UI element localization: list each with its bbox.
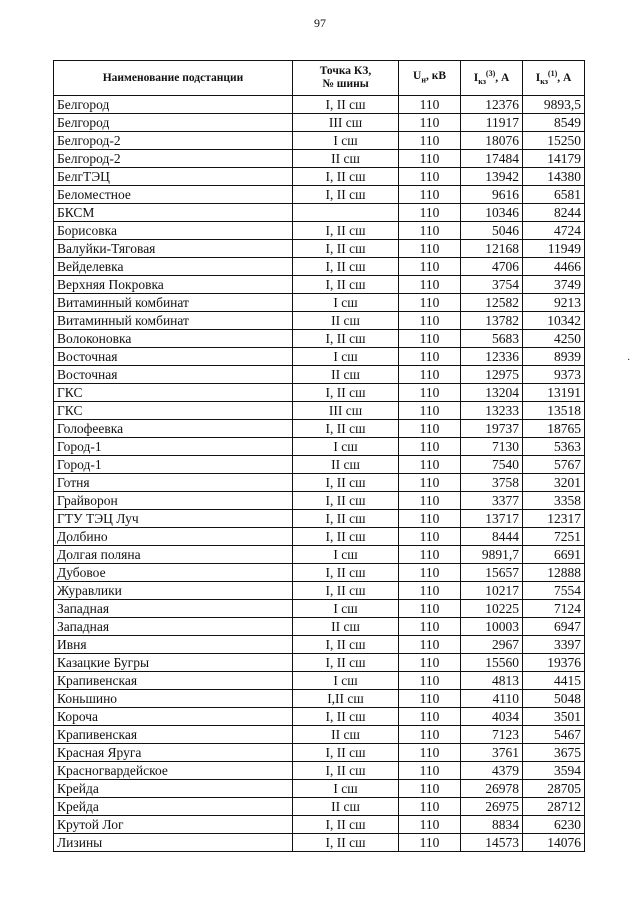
table-row (54, 384, 585, 402)
cell-ik3: 5046 (461, 222, 523, 240)
cell-ik3: 13942 (461, 168, 523, 186)
cell-voltage: 110 (399, 726, 461, 744)
table-row (54, 834, 585, 852)
cell-voltage: 110 (399, 762, 461, 780)
cell-bus: I, II сш (293, 510, 399, 528)
cell-substation-name: Восточная (54, 348, 293, 366)
cell-ik1: 14076 (523, 834, 585, 852)
table-row (54, 510, 585, 528)
cell-voltage: 110 (399, 834, 461, 852)
cell-voltage: 110 (399, 816, 461, 834)
cell-voltage: 110 (399, 528, 461, 546)
cell-bus: I сш (293, 672, 399, 690)
cell-ik1: 12317 (523, 510, 585, 528)
cell-substation-name: Белгород (54, 96, 293, 114)
cell-ik3: 8444 (461, 528, 523, 546)
cell-voltage: 110 (399, 96, 461, 114)
cell-voltage: 110 (399, 312, 461, 330)
cell-ik1: 3594 (523, 762, 585, 780)
cell-ik3: 3754 (461, 276, 523, 294)
cell-substation-name: Крутой Лог (54, 816, 293, 834)
table-row (54, 276, 585, 294)
cell-ik3: 7130 (461, 438, 523, 456)
cell-ik1: 28705 (523, 780, 585, 798)
cell-ik1: 13191 (523, 384, 585, 402)
cell-voltage: 110 (399, 582, 461, 600)
cell-ik3: 12336 (461, 348, 523, 366)
cell-bus: I, II сш (293, 564, 399, 582)
cell-voltage: 110 (399, 456, 461, 474)
table-row (54, 420, 585, 438)
table-row (54, 114, 585, 132)
cell-ik1: 4250 (523, 330, 585, 348)
cell-ik1: 3201 (523, 474, 585, 492)
cell-ik1: 15250 (523, 132, 585, 150)
cell-substation-name: Восточная (54, 366, 293, 384)
table-row (54, 708, 585, 726)
table-row (54, 312, 585, 330)
cell-substation-name: Долбино (54, 528, 293, 546)
cell-ik3: 3761 (461, 744, 523, 762)
cell-bus: I, II сш (293, 528, 399, 546)
cell-substation-name: Борисовка (54, 222, 293, 240)
cell-ik1: 3397 (523, 636, 585, 654)
cell-ik1: 14380 (523, 168, 585, 186)
cell-voltage: 110 (399, 276, 461, 294)
cell-bus: I сш (293, 132, 399, 150)
table-row (54, 618, 585, 636)
cell-ik1: 5363 (523, 438, 585, 456)
table-row (54, 456, 585, 474)
cell-bus: I,II сш (293, 690, 399, 708)
cell-voltage: 110 (399, 294, 461, 312)
cell-voltage: 110 (399, 618, 461, 636)
cell-voltage: 110 (399, 186, 461, 204)
substation-table (53, 60, 585, 852)
cell-substation-name: Коньшино (54, 690, 293, 708)
cell-ik3: 3758 (461, 474, 523, 492)
cell-ik3: 2967 (461, 636, 523, 654)
cell-voltage: 110 (399, 258, 461, 276)
cell-ik1: 5048 (523, 690, 585, 708)
cell-substation-name: Город-1 (54, 438, 293, 456)
cell-substation-name: Белгород (54, 114, 293, 132)
table-row (54, 258, 585, 276)
cell-ik3: 4034 (461, 708, 523, 726)
cell-ik1: 6947 (523, 618, 585, 636)
cell-ik1: 28712 (523, 798, 585, 816)
cell-bus: I, II сш (293, 744, 399, 762)
cell-bus: I, II сш (293, 240, 399, 258)
cell-bus: I, II сш (293, 834, 399, 852)
cell-bus: I, II сш (293, 654, 399, 672)
cell-bus: I, II сш (293, 222, 399, 240)
cell-bus: I, II сш (293, 636, 399, 654)
cell-substation-name: Крейда (54, 798, 293, 816)
cell-substation-name: Беломестное (54, 186, 293, 204)
cell-substation-name: БКСМ (54, 204, 293, 222)
cell-bus: II сш (293, 726, 399, 744)
cell-voltage: 110 (399, 636, 461, 654)
cell-voltage: 110 (399, 420, 461, 438)
cell-substation-name: Ивня (54, 636, 293, 654)
cell-substation-name: Крапивенская (54, 672, 293, 690)
cell-voltage: 110 (399, 474, 461, 492)
cell-substation-name: Журавлики (54, 582, 293, 600)
cell-voltage: 110 (399, 672, 461, 690)
cell-voltage: 110 (399, 438, 461, 456)
cell-ik3: 7540 (461, 456, 523, 474)
header-substation-name: Наименование подстанции (54, 61, 293, 96)
cell-substation-name: Верхняя Покровка (54, 276, 293, 294)
cell-bus (293, 204, 399, 222)
cell-voltage: 110 (399, 150, 461, 168)
cell-bus: I сш (293, 348, 399, 366)
table-row (54, 402, 585, 420)
cell-ik1: 7251 (523, 528, 585, 546)
cell-voltage: 110 (399, 564, 461, 582)
cell-substation-name: Валуйки-Тяговая (54, 240, 293, 258)
cell-bus: I, II сш (293, 708, 399, 726)
cell-ik1: 8549 (523, 114, 585, 132)
cell-substation-name: Белгород-2 (54, 132, 293, 150)
cell-substation-name: Короча (54, 708, 293, 726)
cell-bus: I, II сш (293, 582, 399, 600)
cell-voltage: 110 (399, 366, 461, 384)
cell-ik1: 4415 (523, 672, 585, 690)
cell-voltage: 110 (399, 690, 461, 708)
cell-ik3: 10003 (461, 618, 523, 636)
table-row (54, 816, 585, 834)
table-row (54, 240, 585, 258)
cell-bus: II сш (293, 798, 399, 816)
cell-bus: I сш (293, 600, 399, 618)
table-row (54, 96, 585, 114)
cell-substation-name: ГКС (54, 402, 293, 420)
cell-substation-name: БелгТЭЦ (54, 168, 293, 186)
cell-ik3: 17484 (461, 150, 523, 168)
cell-ik1: 8244 (523, 204, 585, 222)
table-row (54, 672, 585, 690)
cell-ik3: 10225 (461, 600, 523, 618)
cell-bus: I сш (293, 780, 399, 798)
cell-bus: II сш (293, 150, 399, 168)
table-row (54, 168, 585, 186)
cell-ik1: 18765 (523, 420, 585, 438)
table-row (54, 582, 585, 600)
cell-ik3: 18076 (461, 132, 523, 150)
table-row (54, 474, 585, 492)
cell-ik1: 10342 (523, 312, 585, 330)
cell-voltage: 110 (399, 384, 461, 402)
cell-bus: I, II сш (293, 258, 399, 276)
cell-ik3: 13717 (461, 510, 523, 528)
cell-ik3: 8834 (461, 816, 523, 834)
cell-ik1: 12888 (523, 564, 585, 582)
table-row (54, 744, 585, 762)
cell-ik3: 12376 (461, 96, 523, 114)
cell-ik1: 8939 (523, 348, 585, 366)
table-row (54, 348, 585, 366)
header-ik1: $I_{кз}^{(1)}$, А (523, 61, 585, 96)
cell-voltage: 110 (399, 348, 461, 366)
cell-bus: I, II сш (293, 168, 399, 186)
cell-substation-name: Готня (54, 474, 293, 492)
cell-bus: I, II сш (293, 96, 399, 114)
cell-ik1: 6691 (523, 546, 585, 564)
cell-bus: I сш (293, 294, 399, 312)
cell-bus: I сш (293, 546, 399, 564)
cell-voltage: 110 (399, 654, 461, 672)
cell-bus: III сш (293, 402, 399, 420)
cell-substation-name: Западная (54, 600, 293, 618)
table-row (54, 546, 585, 564)
header-ik3: $I_{кз}^{(3)}$, А (461, 61, 523, 96)
cell-ik3: 9891,7 (461, 546, 523, 564)
cell-substation-name: Дубовое (54, 564, 293, 582)
cell-ik1: 13518 (523, 402, 585, 420)
cell-substation-name: Крейда (54, 780, 293, 798)
cell-ik3: 26975 (461, 798, 523, 816)
table-row (54, 222, 585, 240)
cell-ik3: 14573 (461, 834, 523, 852)
cell-ik3: 13233 (461, 402, 523, 420)
cell-bus: II сш (293, 618, 399, 636)
table-row (54, 690, 585, 708)
cell-substation-name: Витаминный комбинат (54, 294, 293, 312)
cell-voltage: 110 (399, 204, 461, 222)
cell-bus: II сш (293, 456, 399, 474)
table-row (54, 762, 585, 780)
cell-substation-name: Город-1 (54, 456, 293, 474)
cell-bus: I сш (293, 438, 399, 456)
cell-voltage: 110 (399, 708, 461, 726)
cell-bus: I, II сш (293, 384, 399, 402)
table-row (54, 654, 585, 672)
cell-ik1: 5767 (523, 456, 585, 474)
cell-substation-name: Лизины (54, 834, 293, 852)
cell-ik1: 4724 (523, 222, 585, 240)
cell-ik3: 5683 (461, 330, 523, 348)
table-row (54, 528, 585, 546)
cell-ik1: 3675 (523, 744, 585, 762)
cell-bus: I, II сш (293, 474, 399, 492)
cell-substation-name: Витаминный комбинат (54, 312, 293, 330)
table-row (54, 726, 585, 744)
header-short-circuit-point: Точка КЗ, № шины (293, 61, 399, 96)
cell-ik3: 4706 (461, 258, 523, 276)
cell-substation-name: Красная Яруга (54, 744, 293, 762)
cell-ik1: 11949 (523, 240, 585, 258)
table-row (54, 366, 585, 384)
header-voltage: $U_н$, кВ (399, 61, 461, 96)
cell-ik3: 10217 (461, 582, 523, 600)
cell-substation-name: Западная (54, 618, 293, 636)
table-header-row (54, 61, 585, 96)
table-row (54, 780, 585, 798)
margin-mark: · (627, 355, 631, 366)
cell-ik3: 11917 (461, 114, 523, 132)
table-row (54, 132, 585, 150)
cell-ik1: 14179 (523, 150, 585, 168)
cell-voltage: 110 (399, 168, 461, 186)
cell-ik1: 9893,5 (523, 96, 585, 114)
table-row (54, 294, 585, 312)
cell-ik3: 15657 (461, 564, 523, 582)
cell-ik3: 7123 (461, 726, 523, 744)
cell-ik1: 3501 (523, 708, 585, 726)
cell-ik3: 12168 (461, 240, 523, 258)
cell-ik3: 12582 (461, 294, 523, 312)
cell-substation-name: Грайворон (54, 492, 293, 510)
cell-substation-name: Белгород-2 (54, 150, 293, 168)
table-row (54, 492, 585, 510)
cell-voltage: 110 (399, 402, 461, 420)
cell-substation-name: Казацкие Бугры (54, 654, 293, 672)
cell-voltage: 110 (399, 240, 461, 258)
cell-ik1: 5467 (523, 726, 585, 744)
cell-ik1: 3749 (523, 276, 585, 294)
cell-ik3: 13204 (461, 384, 523, 402)
cell-ik3: 4813 (461, 672, 523, 690)
cell-ik1: 4466 (523, 258, 585, 276)
cell-bus: I, II сш (293, 330, 399, 348)
cell-voltage: 110 (399, 798, 461, 816)
table-row (54, 150, 585, 168)
cell-substation-name: Долгая поляна (54, 546, 293, 564)
cell-ik3: 9616 (461, 186, 523, 204)
table-row (54, 564, 585, 582)
cell-ik3: 15560 (461, 654, 523, 672)
table-row (54, 600, 585, 618)
cell-ik1: 9213 (523, 294, 585, 312)
cell-bus: II сш (293, 312, 399, 330)
cell-ik1: 7554 (523, 582, 585, 600)
cell-ik1: 3358 (523, 492, 585, 510)
cell-ik3: 13782 (461, 312, 523, 330)
cell-ik1: 9373 (523, 366, 585, 384)
cell-substation-name: Красногвардейское (54, 762, 293, 780)
table-row (54, 330, 585, 348)
cell-ik3: 4110 (461, 690, 523, 708)
cell-bus: I, II сш (293, 492, 399, 510)
cell-bus: I, II сш (293, 420, 399, 438)
table-row (54, 204, 585, 222)
table-row (54, 186, 585, 204)
page-number: 97 (314, 16, 326, 30)
cell-ik3: 19737 (461, 420, 523, 438)
table-row (54, 636, 585, 654)
cell-ik1: 7124 (523, 600, 585, 618)
cell-voltage: 110 (399, 330, 461, 348)
cell-bus: I, II сш (293, 276, 399, 294)
cell-bus: I, II сш (293, 816, 399, 834)
cell-ik3: 4379 (461, 762, 523, 780)
table-row (54, 798, 585, 816)
cell-voltage: 110 (399, 132, 461, 150)
cell-substation-name: ГКС (54, 384, 293, 402)
table-row (54, 438, 585, 456)
cell-voltage: 110 (399, 600, 461, 618)
cell-substation-name: Крапивенская (54, 726, 293, 744)
cell-ik1: 6230 (523, 816, 585, 834)
cell-substation-name: Вейделевка (54, 258, 293, 276)
cell-voltage: 110 (399, 114, 461, 132)
cell-voltage: 110 (399, 492, 461, 510)
cell-voltage: 110 (399, 546, 461, 564)
cell-substation-name: Голофеевка (54, 420, 293, 438)
cell-ik3: 12975 (461, 366, 523, 384)
cell-voltage: 110 (399, 744, 461, 762)
cell-substation-name: ГТУ ТЭЦ Луч (54, 510, 293, 528)
cell-bus: I, II сш (293, 186, 399, 204)
cell-voltage: 110 (399, 780, 461, 798)
cell-voltage: 110 (399, 222, 461, 240)
cell-bus: II сш (293, 366, 399, 384)
cell-bus: III сш (293, 114, 399, 132)
cell-substation-name: Волоконовка (54, 330, 293, 348)
cell-ik1: 19376 (523, 654, 585, 672)
cell-ik3: 3377 (461, 492, 523, 510)
cell-bus: I, II сш (293, 762, 399, 780)
cell-voltage: 110 (399, 510, 461, 528)
cell-ik1: 6581 (523, 186, 585, 204)
cell-ik3: 10346 (461, 204, 523, 222)
cell-ik3: 26978 (461, 780, 523, 798)
